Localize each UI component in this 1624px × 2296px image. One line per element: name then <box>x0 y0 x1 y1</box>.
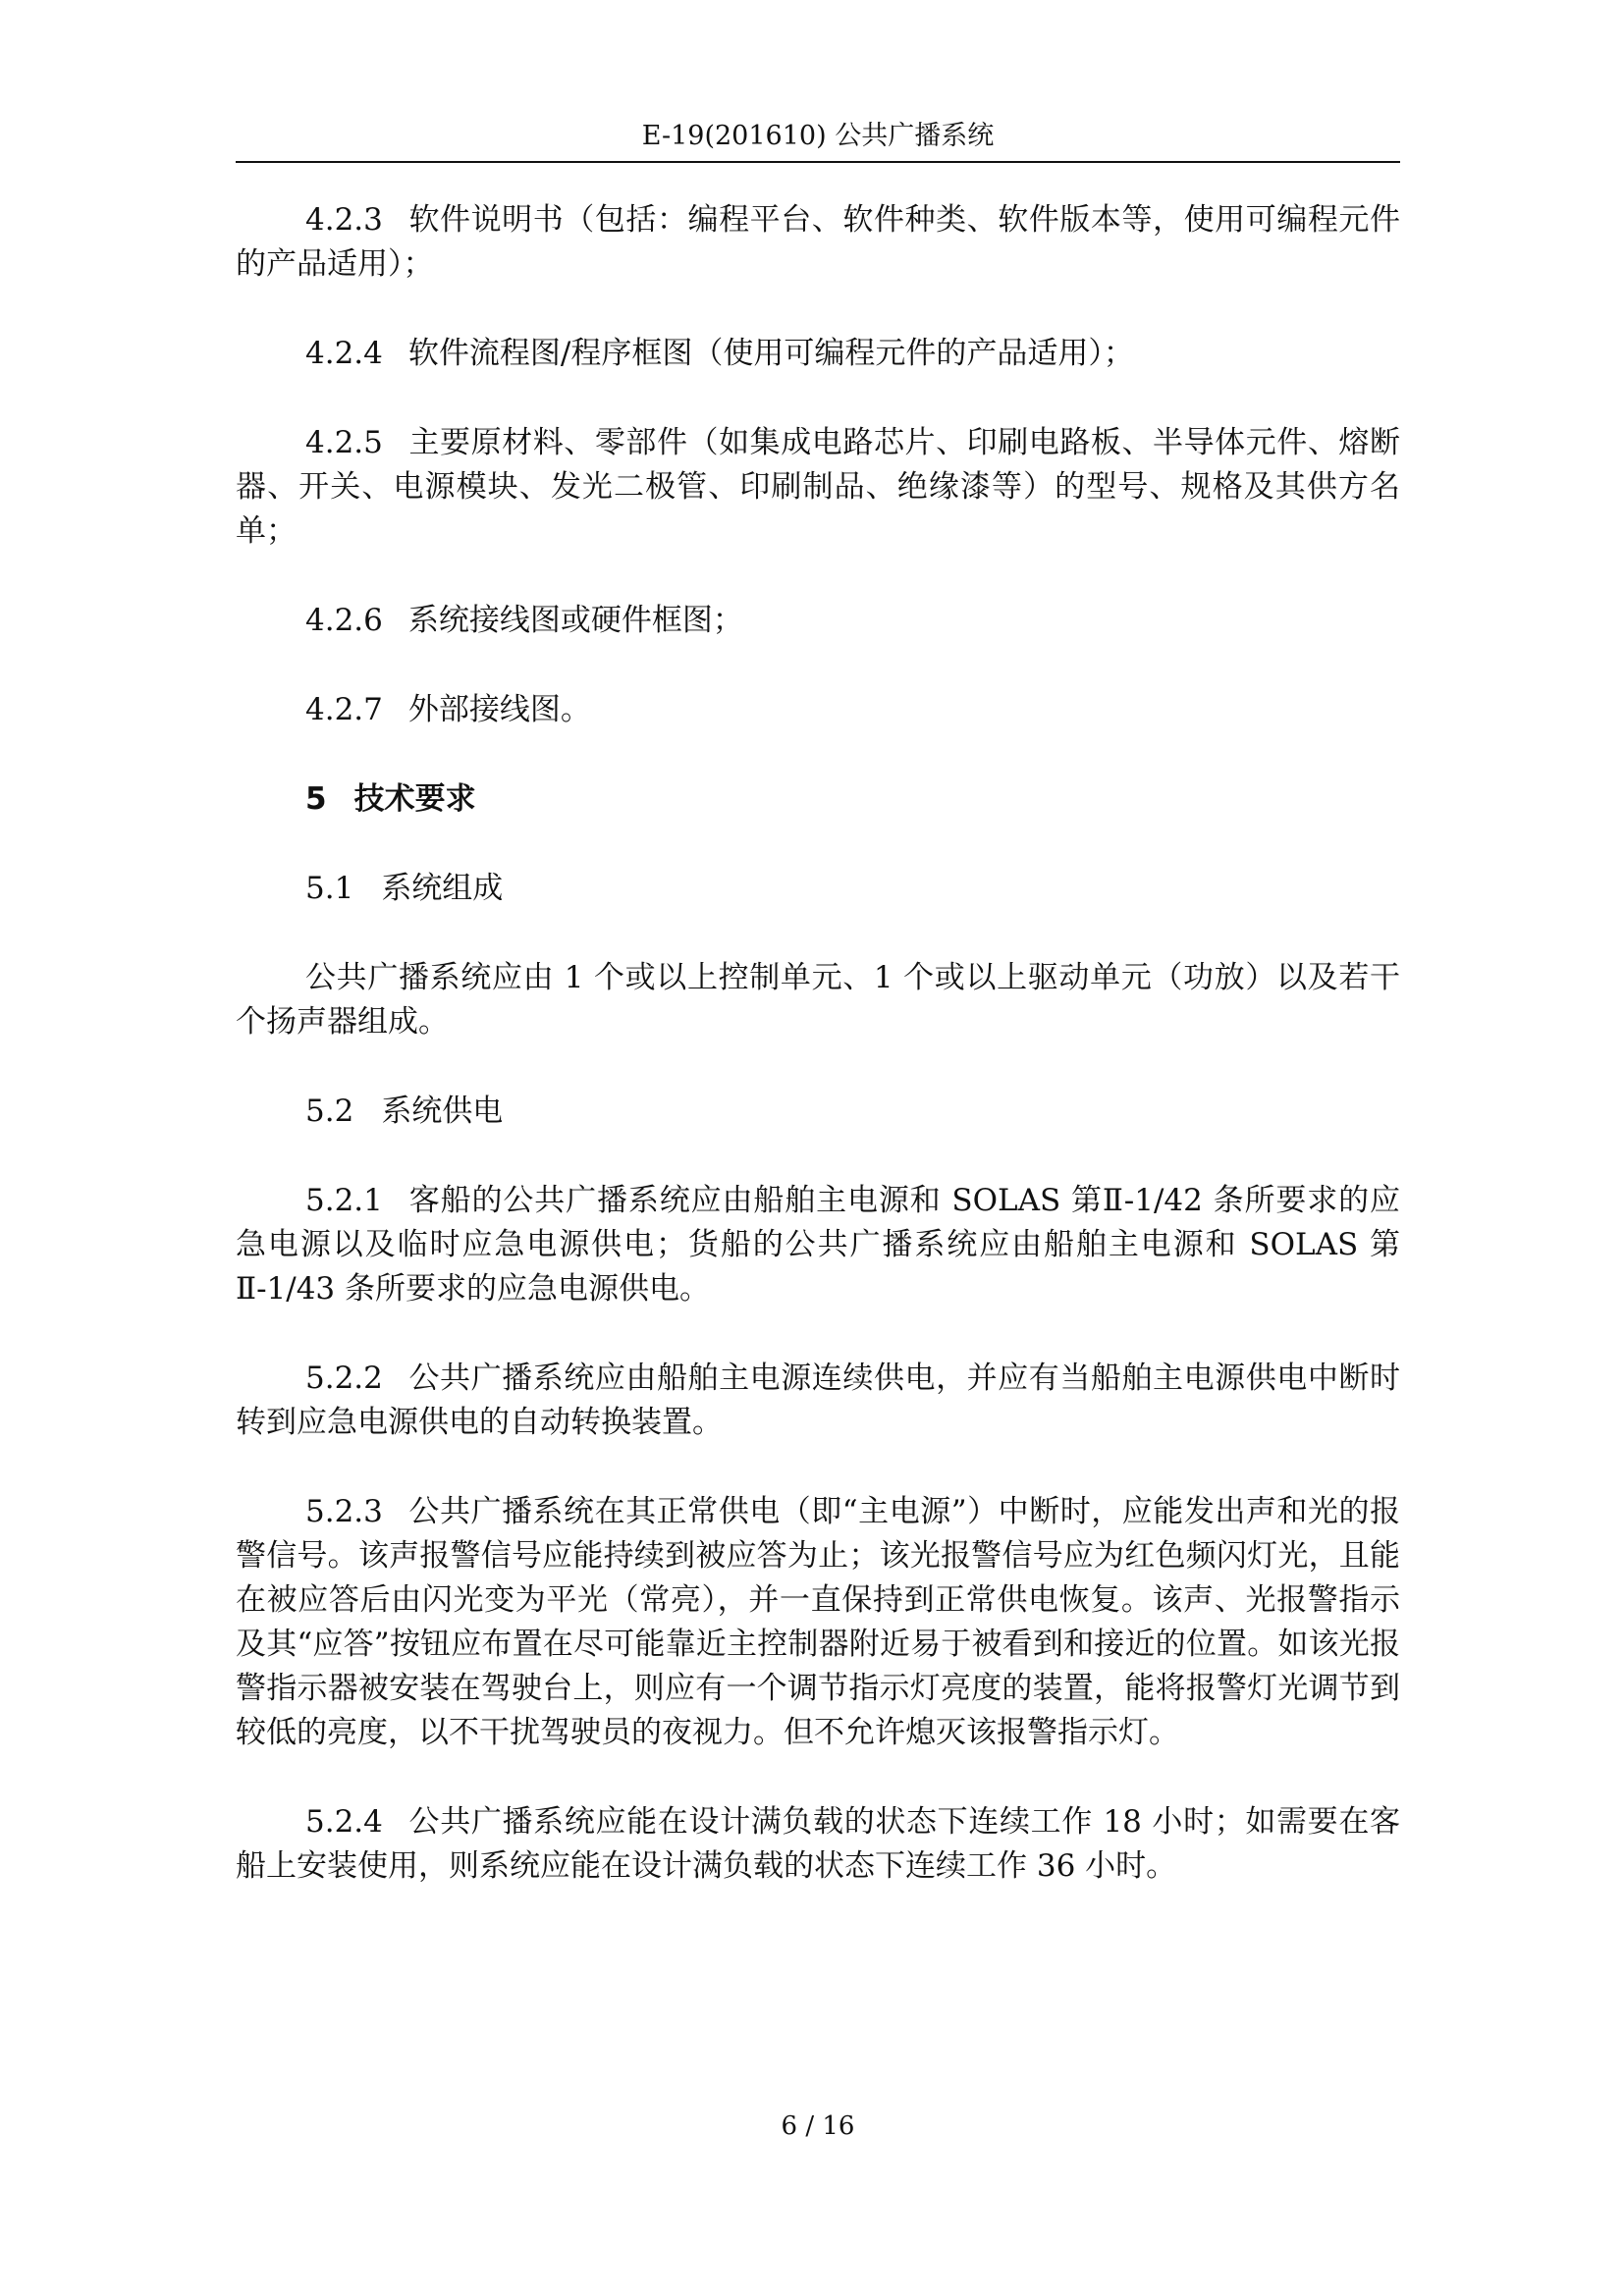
subsection-heading-5-2 <box>236 1090 1400 1134</box>
clause-number: 4.2.3 <box>305 202 383 238</box>
clause-number: 5.2.3 <box>305 1494 383 1529</box>
clause-text: 公共广播系统在其正常供电（即“主电源”）中断时，应能发出声和光的报警信号。该声报警信号应能持续到被应答为止；该光报警信号应为红色频闪灯光，且能在被应答后由闪光变为平光（常亮），并一直保持到正常供电恢复。该声、光报警指示及其“应答”按钮应布置在尽可能靠近主控制器附近易于被看到和接近的位置。如该光报警指示器被安装在驾驶台上，则应有一个调节指示灯亮度的装置，能将报警灯光调节到较低的亮度，以不干扰驾驶员的夜视力。但不允许熄灭该报警指示灯。 <box>236 1494 1400 1750</box>
clause-text: 公共广播系统应能在设计满负载的状态下连续工作 18 小时；如需要在客船上安装使用，则系统应能在设计满负载的状态下连续工作 36 小时。 <box>236 1804 1400 1884</box>
clause-number: 4.2.7 <box>305 692 383 727</box>
clause-5-2-3 <box>236 1490 1400 1755</box>
clause-5-2-1 <box>236 1179 1400 1311</box>
subsection-title: 系统组成 <box>381 871 504 906</box>
clause-number: 5.2.4 <box>305 1804 383 1840</box>
clause-text: 外部接线图。 <box>407 692 591 727</box>
document-body <box>236 198 1400 1934</box>
clause-4-2-4 <box>236 332 1400 376</box>
clause-text: 系统接线图或硬件框图； <box>407 603 743 638</box>
page-header: E-19(201610) 公共广播系统 <box>641 121 995 151</box>
clause-4-2-6 <box>236 599 1400 643</box>
clause-text: 客船的公共广播系统应由船舶主电源和 SOLAS 第Ⅱ-1/42 条所要求的应急电源以及临时应急电源供电；货船的公共广播系统应由船舶主电源和 SOLAS 第Ⅱ-1/43 条所要求的应急电源供电。 <box>236 1183 1400 1307</box>
clause-5-2-2 <box>236 1357 1400 1445</box>
clause-5-2-4 <box>236 1800 1400 1889</box>
subsection-number: 5.2 <box>305 1094 354 1129</box>
section-heading-5 <box>236 777 1400 822</box>
paragraph-text: 公共广播系统应由 1 个或以上控制单元、1 个或以上驱动单元（功放）以及若干个扬声器组成。 <box>236 960 1400 1040</box>
header-rule <box>236 161 1400 163</box>
clause-number: 5.2.2 <box>305 1361 383 1396</box>
clause-number: 4.2.4 <box>305 336 383 371</box>
clause-number: 4.2.5 <box>305 425 383 460</box>
clause-4-2-5 <box>236 421 1400 554</box>
subsection-title: 系统供电 <box>381 1094 504 1129</box>
clause-text: 主要原材料、零部件（如集成电路芯片、印刷电路板、半导体元件、熔断器、开关、电源模块、发光二极管、印刷制品、绝缘漆等）的型号、规格及其供方名单； <box>236 425 1400 549</box>
clause-number: 4.2.6 <box>305 603 383 638</box>
section-title: 技术要求 <box>353 781 476 817</box>
section-number: 5 <box>305 781 327 817</box>
clause-4-2-3 <box>236 198 1400 287</box>
clause-number: 5.2.1 <box>305 1183 383 1218</box>
subsection-number: 5.1 <box>305 871 354 906</box>
paragraph-5-1 <box>236 956 1400 1044</box>
clause-text: 软件说明书（包括：编程平台、软件种类、软件版本等，使用可编程元件的产品适用）； <box>236 202 1400 282</box>
page-number: 6 / 16 <box>781 2111 855 2141</box>
clause-text: 公共广播系统应由船舶主电源连续供电，并应有当船舶主电源供电中断时转到应急电源供电的自动转换装置。 <box>236 1361 1400 1440</box>
subsection-heading-5-1 <box>236 867 1400 911</box>
clause-text: 软件流程图/程序框图（使用可编程元件的产品适用）； <box>407 336 1134 371</box>
clause-4-2-7 <box>236 688 1400 732</box>
